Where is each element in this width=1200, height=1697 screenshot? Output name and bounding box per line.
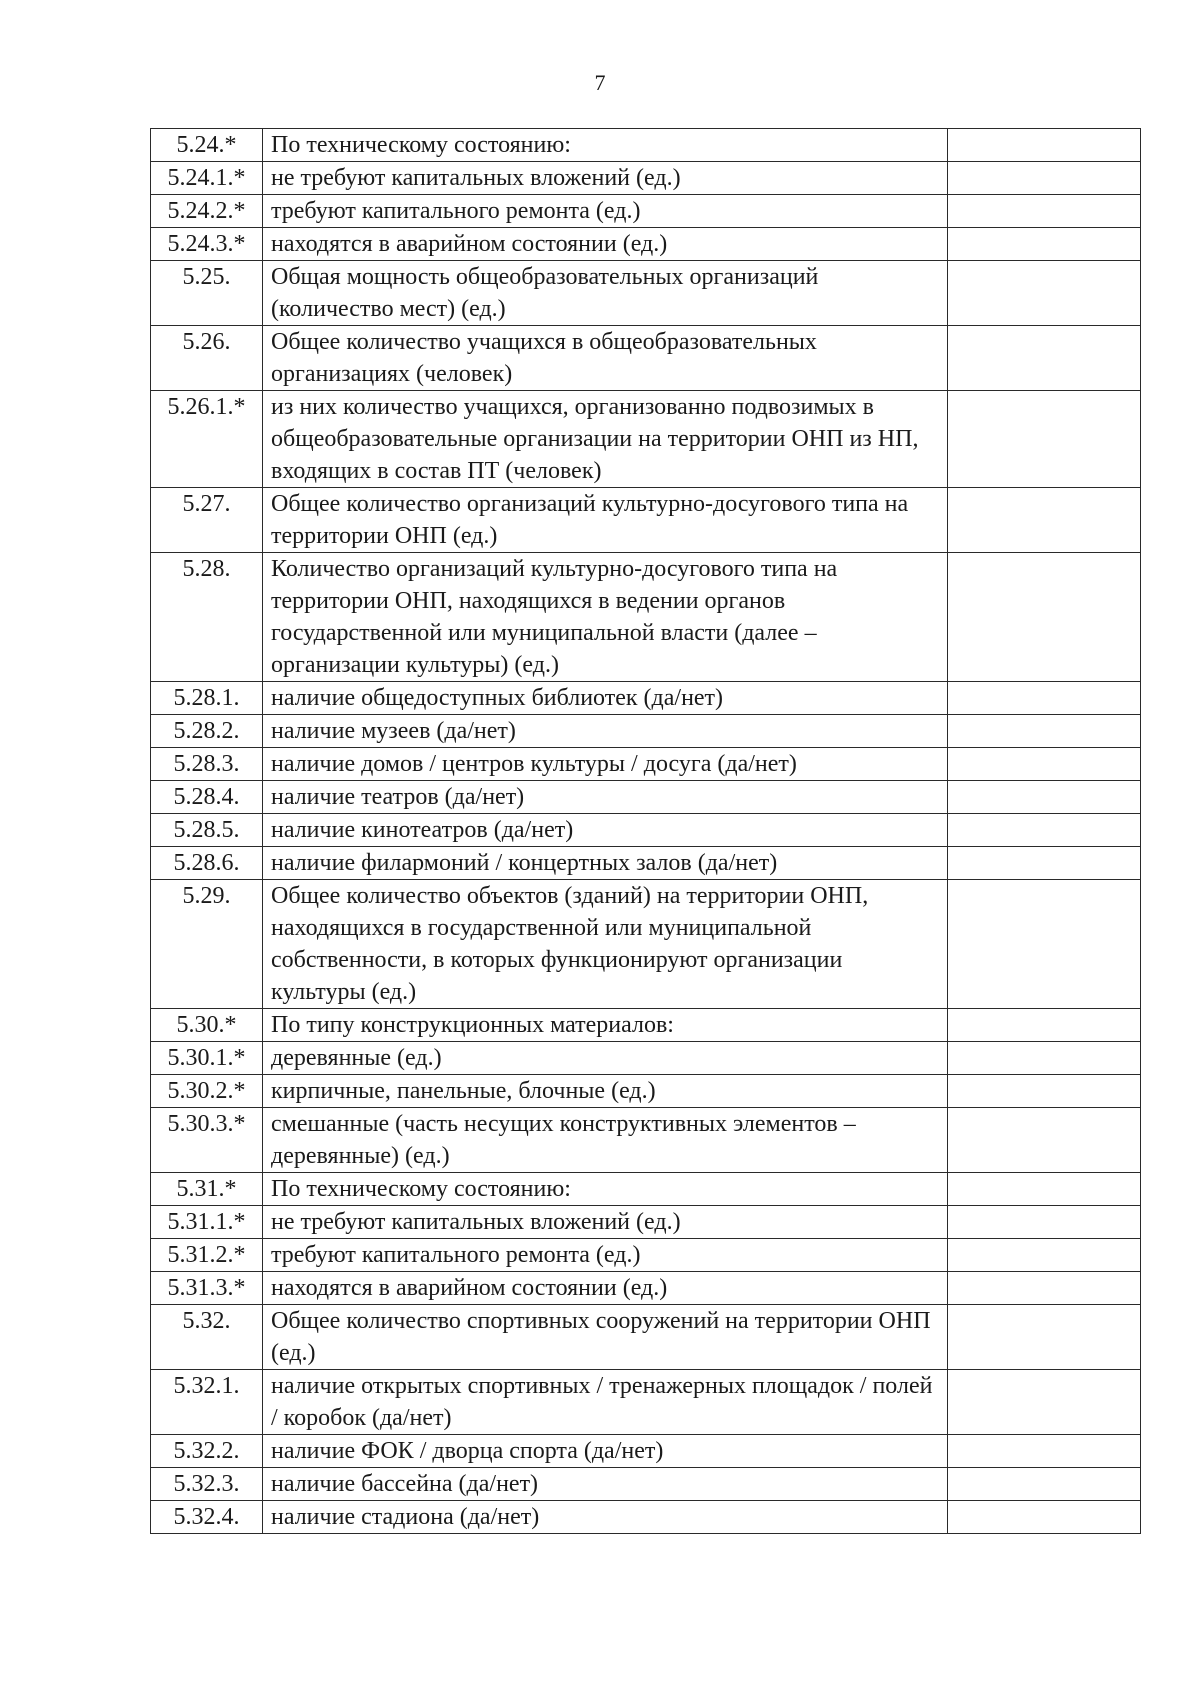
table-row [151, 1108, 1141, 1173]
row-number: 5.30.1.* [151, 1042, 263, 1075]
row-number: 5.31.* [151, 1173, 263, 1206]
row-description: деревянные (ед.) [263, 1042, 948, 1075]
row-value-cell[interactable] [948, 195, 1141, 228]
table-row [151, 1239, 1141, 1272]
table-row [151, 261, 1141, 326]
row-value-cell[interactable] [948, 814, 1141, 847]
table-row [151, 1435, 1141, 1468]
row-number: 5.24.2.* [151, 195, 263, 228]
row-description: Общее количество организаций культурно-досугового типа на территории ОНП (ед.) [263, 488, 948, 553]
row-description: По техническому состоянию: [263, 1173, 948, 1206]
row-description: наличие ФОК / дворца спорта (да/нет) [263, 1435, 948, 1468]
row-value-cell[interactable] [948, 1370, 1141, 1435]
row-description: наличие кинотеатров (да/нет) [263, 814, 948, 847]
row-value-cell[interactable] [948, 1501, 1141, 1534]
row-value-cell[interactable] [948, 1468, 1141, 1501]
row-value-cell[interactable] [948, 261, 1141, 326]
row-number: 5.24.3.* [151, 228, 263, 261]
row-value-cell[interactable] [948, 1173, 1141, 1206]
row-value-cell[interactable] [948, 1305, 1141, 1370]
table-row [151, 553, 1141, 682]
row-value-cell[interactable] [948, 391, 1141, 488]
table-row [151, 781, 1141, 814]
row-description: наличие общедоступных библиотек (да/нет) [263, 682, 948, 715]
row-description: наличие филармоний / концертных залов (да/нет) [263, 847, 948, 880]
row-number: 5.32.4. [151, 1501, 263, 1534]
row-value-cell[interactable] [948, 488, 1141, 553]
table-row [151, 1173, 1141, 1206]
table-row [151, 391, 1141, 488]
table-row [151, 1305, 1141, 1370]
row-description: наличие бассейна (да/нет) [263, 1468, 948, 1501]
row-number: 5.30.3.* [151, 1108, 263, 1173]
row-value-cell[interactable] [948, 1206, 1141, 1239]
row-number: 5.30.2.* [151, 1075, 263, 1108]
row-number: 5.32. [151, 1305, 263, 1370]
row-description: находятся в аварийном состоянии (ед.) [263, 1272, 948, 1305]
row-description: По техническому состоянию: [263, 129, 948, 162]
row-value-cell[interactable] [948, 1435, 1141, 1468]
row-number: 5.31.1.* [151, 1206, 263, 1239]
table-row [151, 880, 1141, 1009]
row-value-cell[interactable] [948, 162, 1141, 195]
row-description: наличие театров (да/нет) [263, 781, 948, 814]
row-description: Количество организаций культурно-досугового типа на территории ОНП, находящихся в ведении органов государственной или муниципальной власти (далее – организации культуры) (ед.) [263, 553, 948, 682]
row-number: 5.26. [151, 326, 263, 391]
row-number: 5.28.5. [151, 814, 263, 847]
row-description: смешанные (часть несущих конструктивных элементов – деревянные) (ед.) [263, 1108, 948, 1173]
row-value-cell[interactable] [948, 1009, 1141, 1042]
table-row [151, 1075, 1141, 1108]
table-row [151, 228, 1141, 261]
row-description: Общее количество учащихся в общеобразовательных организациях (человек) [263, 326, 948, 391]
row-description: Общее количество объектов (зданий) на территории ОНП, находящихся в государственной или муниципальной собственности, в которых функционируют организации культуры (ед.) [263, 880, 948, 1009]
row-value-cell[interactable] [948, 682, 1141, 715]
row-value-cell[interactable] [948, 1042, 1141, 1075]
row-number: 5.28.2. [151, 715, 263, 748]
table-row [151, 129, 1141, 162]
table-row [151, 715, 1141, 748]
row-number: 5.29. [151, 880, 263, 1009]
row-number: 5.31.3.* [151, 1272, 263, 1305]
row-description: По типу конструкционных материалов: [263, 1009, 948, 1042]
row-value-cell[interactable] [948, 1075, 1141, 1108]
row-description: требуют капитального ремонта (ед.) [263, 195, 948, 228]
row-number: 5.25. [151, 261, 263, 326]
table-row [151, 847, 1141, 880]
row-description: Общее количество спортивных сооружений на территории ОНП (ед.) [263, 1305, 948, 1370]
row-description: наличие стадиона (да/нет) [263, 1501, 948, 1534]
row-description: не требуют капитальных вложений (ед.) [263, 1206, 948, 1239]
table-row [151, 1501, 1141, 1534]
row-description: наличие домов / центров культуры / досуга (да/нет) [263, 748, 948, 781]
row-description: не требуют капитальных вложений (ед.) [263, 162, 948, 195]
row-value-cell[interactable] [948, 748, 1141, 781]
row-description: наличие открытых спортивных / тренажерных площадок / полей / коробок (да/нет) [263, 1370, 948, 1435]
indicators-table [150, 128, 1141, 1534]
row-number: 5.26.1.* [151, 391, 263, 488]
row-description: находятся в аварийном состоянии (ед.) [263, 228, 948, 261]
row-description: кирпичные, панельные, блочные (ед.) [263, 1075, 948, 1108]
page-number: 7 [594, 70, 606, 95]
row-value-cell[interactable] [948, 129, 1141, 162]
table-row [151, 488, 1141, 553]
row-description: Общая мощность общеобразовательных организаций (количество мест) (ед.) [263, 261, 948, 326]
row-value-cell[interactable] [948, 1108, 1141, 1173]
table-row [151, 1468, 1141, 1501]
table-row [151, 1272, 1141, 1305]
row-description: требуют капитального ремонта (ед.) [263, 1239, 948, 1272]
row-value-cell[interactable] [948, 326, 1141, 391]
table-row [151, 326, 1141, 391]
row-number: 5.24.1.* [151, 162, 263, 195]
row-number: 5.28. [151, 553, 263, 682]
row-value-cell[interactable] [948, 715, 1141, 748]
table-row [151, 814, 1141, 847]
row-number: 5.28.3. [151, 748, 263, 781]
row-description: из них количество учащихся, организованно подвозимых в общеобразовательные организации на территории ОНП из НП, входящих в состав ПТ (человек) [263, 391, 948, 488]
row-description: наличие музеев (да/нет) [263, 715, 948, 748]
table-row [151, 1370, 1141, 1435]
table-row [151, 682, 1141, 715]
row-value-cell[interactable] [948, 880, 1141, 1009]
table-row [151, 195, 1141, 228]
row-value-cell[interactable] [948, 1239, 1141, 1272]
row-number: 5.28.4. [151, 781, 263, 814]
row-number: 5.27. [151, 488, 263, 553]
row-number: 5.32.3. [151, 1468, 263, 1501]
table-row [151, 1206, 1141, 1239]
row-number: 5.28.6. [151, 847, 263, 880]
table-row [151, 1009, 1141, 1042]
row-value-cell[interactable] [948, 847, 1141, 880]
table-row [151, 748, 1141, 781]
row-number: 5.32.1. [151, 1370, 263, 1435]
row-number: 5.32.2. [151, 1435, 263, 1468]
row-number: 5.30.* [151, 1009, 263, 1042]
row-value-cell[interactable] [948, 781, 1141, 814]
row-number: 5.28.1. [151, 682, 263, 715]
row-value-cell[interactable] [948, 228, 1141, 261]
row-number: 5.24.* [151, 129, 263, 162]
table-row [151, 162, 1141, 195]
row-value-cell[interactable] [948, 1272, 1141, 1305]
row-value-cell[interactable] [948, 553, 1141, 682]
table-row [151, 1042, 1141, 1075]
row-number: 5.31.2.* [151, 1239, 263, 1272]
